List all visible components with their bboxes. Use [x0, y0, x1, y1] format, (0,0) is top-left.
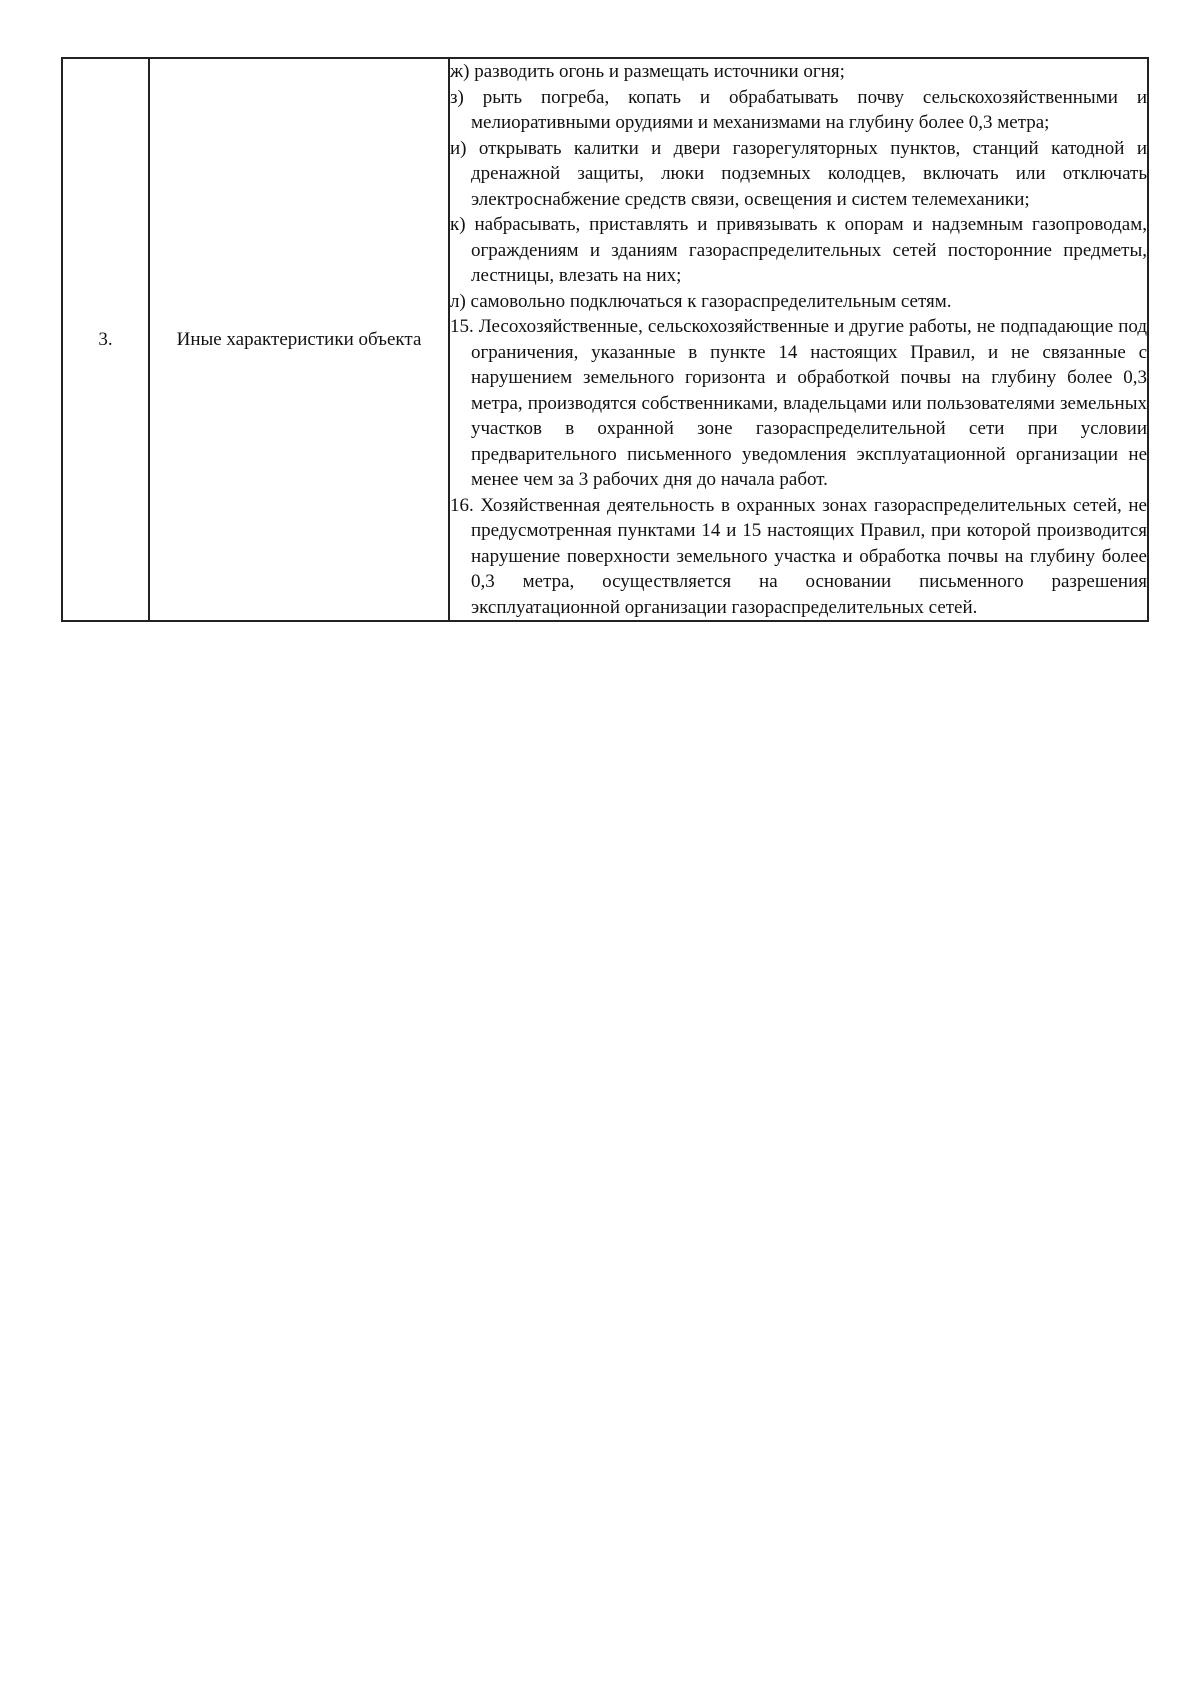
list-item: к) набрасывать, приставлять и привязывать к опорам и надземным газопроводам, ограждениям и зданиям газораспределительных сетей посторонние предметы, лестницы, влезать на них; [450, 214, 1147, 286]
row-number-cell [62, 58, 149, 621]
row-text-cell [449, 58, 1148, 621]
characteristics-table [61, 57, 1149, 622]
list-item: 15. Лесохозяйственные, сельскохозяйственные и другие работы, не подпадающие под ограничения, указанные в пункте 14 настоящих Правил, и не связанные с нарушением земельного горизонта и обработкой почвы на глубину более 0,3 метра, производятся собственниками, владельцами или пользователями земельных участков в охранной зоне газораспределительной сети при условии предварительного письменного уведомления эксплуатационной организации не менее чем за 3 рабочих дня до начала работ. [450, 316, 1147, 490]
row-number: 3. [98, 328, 113, 350]
list-item: з) рыть погреба, копать и обрабатывать почву сельскохозяйственными и мелиоративными орудиями и механизмами на глубину более 0,3 метра; [450, 86, 1147, 133]
list-item: ж) разводить огонь и размещать источники огня; [450, 61, 845, 82]
row-label: Иные характеристики объекта [176, 328, 422, 350]
list-item: и) открывать калитки и двери газорегуляторных пунктов, станций катодной и дренажной защиты, люки подземных колодцев, включать или отключать электроснабжение средств связи, освещения и систем телемеханики; [450, 137, 1147, 210]
list-item: л) самовольно подключаться к газораспределительным сетям. [450, 290, 952, 312]
list-item: 16. Хозяйственная деятельность в охранных зонах газораспределительных сетей, не предусмотренная пунктами 14 и 15 настоящих Правил, при которой производится нарушение поверхности земельного участка и обработка почвы на глубину более 0,3 метра, осуществляется на основании письменного разрешения эксплуатационной организации газораспределительных сетей. [450, 494, 1147, 618]
table-row [62, 58, 1148, 621]
row-label-cell [149, 58, 449, 621]
